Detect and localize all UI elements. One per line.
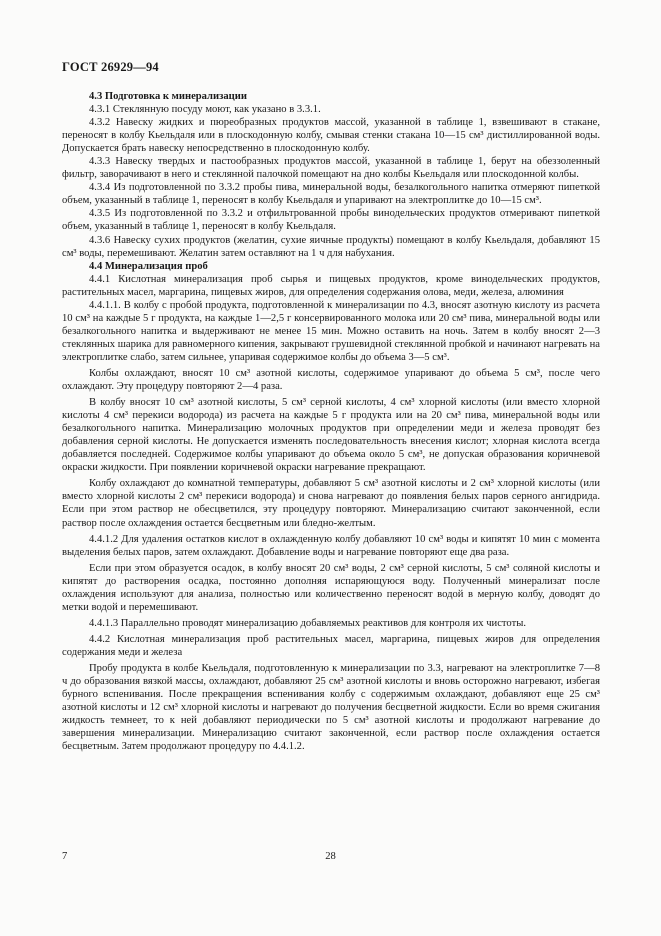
paragraph: 4.4.1.1. В колбу с пробой продукта, подготовленной к минерализации по 4.3, вносят азотную кислоту из расчета 10 см³ на каждые 5 г продукта, на каждые 1—2,5 г консервированного молока или 20 см³ пива, минеральной воды или безалкогольного напитка и выдерживают не менее 15 мин. Можно оставить на ночь. Затем в колбу вносят 2—3 стеклянных шарика для равномерного кипения, закрывают грушевидной стеклянной пробкой и начинают нагревать на электроплитке слабо, затем сильнее, упаривая содержимое колбы до объема 3—5 см³. [62, 299, 600, 363]
paragraph: 4.3.1 Стеклянную посуду моют, как указано в 3.3.1. [89, 104, 321, 116]
paragraph: 4.4.1.2 Для удаления остатков кислот в охлажденную колбу добавляют 10 см³ воды и кипятят 10 мин с момента выделения белых паров, затем охлаждают. Добавление воды и нагревание повторяют еще два раза. [62, 533, 600, 558]
paragraph: Колбы охлаждают, вносят 10 см³ азотной кислоты, содержимое упаривают до объема 5 см³, после чего охлаждают. Эту процедуру повторяют 2—4 раза. [62, 367, 600, 393]
paragraph: Пробу продукта в колбе Кьельдаля, подготовленную к минерализации по 3.3, нагревают на электроплитке 7—8 ч до образования вязкой массы, охлаждают, добавляют 25 см³ азотной кислоты и вновь осторожно нагревают, избегая бурного вспенивания. После прекращения вспенивания колбу с содержимым охлаждают, добавляют еще 25 см³ азотной кислоты и 12 см³ хлорной кислоты и нагревают до получения бесцветной жидкости. Если во время сжигания жидкость темнеет, то к ней добавляют периодически по 5 см³ азотной кислоты и продолжают нагревание до завершения минерализации. Минерализацию считают законченной, если раствор после охлаждения остается бесцветным. Затем продолжают процедуру по 4.4.1.2. [62, 662, 600, 753]
document-header: ГОСТ 26929—94 [62, 60, 159, 74]
section-heading: 4.4 Минерализация проб [89, 260, 208, 272]
paragraph: 4.3.5 Из подготовленной по 3.3.2 и отфильтрованной пробы винодельческих продуктов отмеривают пипеткой объем, указанный в таблице 1, переносят в колбу Кьельдаля. [62, 208, 600, 233]
paragraph: Колбу охлаждают до комнатной температуры, добавляют 5 см³ азотной кислоты и 2 см³ хлорной кислоты (или вместо хлорной кислоты 2 см³ перекиси водорода) и снова нагревают до появления белых паров серного ангидрида. Если при этом раствор не обесцветился, эту процедуру повторяют. Минерализацию считают законченной, если раствор после охлаждения остается бесцветным или бледно-желтым. [62, 478, 600, 529]
paragraph: 4.4.1.3 Параллельно проводят минерализацию добавляемых реактивов для контроля их чистоты. [89, 617, 526, 629]
document-body [62, 90, 600, 753]
paragraph: 4.3.2 Навеску жидких и пюреобразных продуктов массой, указанной в таблице 1, взвешивают в стакане, переносят в колбу Кьельдаля или в плоскодонную колбу, смывая стенки стакана 10—15 см³ дистиллированной воды. Допускается брать навеску непосредственно в плоскодонную колбу. [62, 117, 600, 155]
paragraph: 4.3.3 Навеску твердых и пастообразных продуктов массой, указанной в таблице 1, берут на обеззоленный фильтр, заворачивают в него и стеклянной палочкой помещают на дно колбы Кьельдаля или плоскодонной колбы. [62, 156, 600, 181]
paragraph: 4.4.2 Кислотная минерализация проб растительных масел, маргарина, пищевых жиров для определения содержания меди и железа [62, 633, 600, 658]
section-heading: 4.3 Подготовка к минерализации [89, 91, 247, 102]
paragraph: 4.3.4 Из подготовленной по 3.3.2 пробы пива, минеральной воды, безалкогольного напитка отмеряют пипеткой объем, указанный в таблице 1, переносят в колбу Кьельдаля и упаривают на электроплитке до 10—15 см³. [62, 182, 600, 207]
paragraph: 4.4.1 Кислотная минерализация проб сырья и пищевых продуктов, кроме винодельческих продуктов, растительных масел, маргарина, пищевых жиров, для определения содержания олова, меди, железа, алюминия [62, 273, 600, 298]
paragraph: В колбу вносят 10 см³ азотной кислоты, 5 см³ серной кислоты, 4 см³ хлорной кислоты (или вместо хлорной кислоты 4 см³ перекиси водорода) из расчета на каждые 5 г продукта или на 20 см³ пива, минеральной воды или безалкогольного напитка. Минерализацию молочных продуктов при определении меди и железа проводят без добавления серной кислоты. Не допускается изменять последовательность внесения кислот; хлорная кислота всегда добавляется последней. Содержимое колбы упаривают до объема около 5 см³, не допуская образования коричневой окраски жидкости. При появлении коричневой окраски нагревание прекращают. [62, 397, 600, 474]
paragraph: 4.3.6 Навеску сухих продуктов (желатин, сухие яичные продукты) помещают в колбу Кьельдаля, добавляют 15 см³ воды, перемешивают. Желатин затем оставляют на 1 ч для набухания. [62, 234, 600, 259]
paragraph: Если при этом образуется осадок, в колбу вносят 20 см³ воды, 2 см³ серной кислоты, 5 см³ соляной кислоты и кипятят до растворения осадка, постоянно дополняя испаряющуюся воду. Полученный минерализат после охлаждения используют для анализа, полностью или количественно переносят водой в мерную колбу, доводят до метки водой и перемешивают. [62, 562, 600, 613]
footer-left-mark: 7 [62, 851, 68, 862]
page-number: 28 [325, 851, 336, 862]
